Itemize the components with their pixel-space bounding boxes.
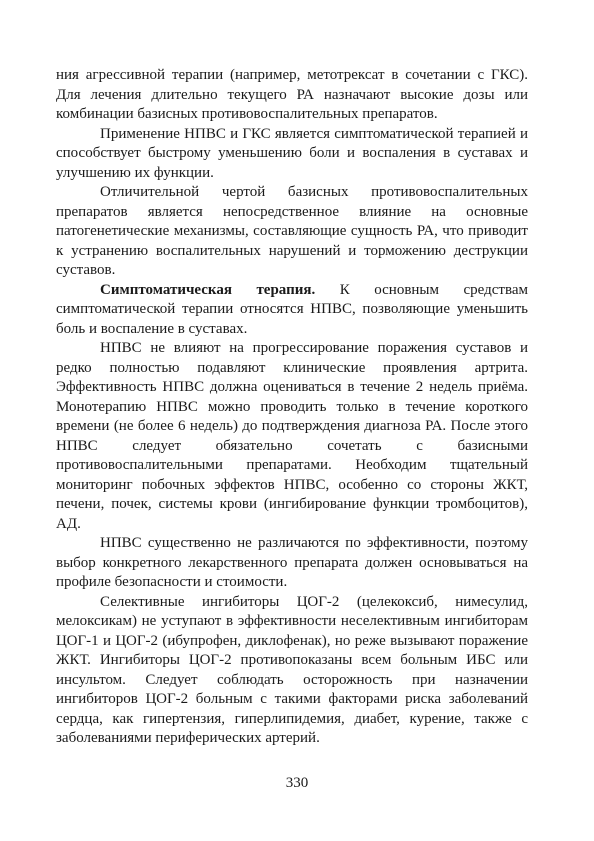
paragraph-cox2-inhibitors: Селективные ингибиторы ЦОГ-2 (целекоксиб, нимесулид, мелоксикам) не уступают в эффективности неселективным ингибиторам ЦОГ-1 и ЦОГ-2 (ибупрофен, диклофенак), но реже вызывают поражение ЖКТ. Ингибиторы ЦОГ-2 противопоказаны всем больным ИБС или инсультом. Следует соблюдать осторожность при назначении ингибиторов ЦОГ-2 больным с такими факторами риска заболеваний сердца, как гипертензия, гиперлипидемия, диабет, курение, также с заболеваниями периферических артерий. [56, 593, 528, 746]
paragraph-nsaid-choice: НПВС существенно не различаются по эффективности, поэтому выбор конкретного лекарственного препарата должен основываться на профиле безопасности и стоимости. [56, 535, 528, 590]
paragraph-text: К основным средствам симптоматической терапии относятся НПВС, позволяющие уменьшить боль и воспаление в суставах. [56, 281, 528, 337]
paragraph-basic-drugs: Отличительной чертой базисных противовоспалительных препаратов является непосредственное влияние на основные патогенетические механизмы, составляющие сущность РА, что приводит к устранению воспалительных нарушений и торможению деструкции суставов. [56, 184, 528, 278]
paragraph-continued: ния агрессивной терапии (например, метотрексат в сочетании с ГКС). Для лечения длительно текущего РА назначают высокие дозы или комбинации базисных противовоспалительных препаратов. [56, 67, 528, 122]
paragraph-symptomatic-note: Применение НПВС и ГКС является симптоматической терапией и способствует быстрому уменьшению боли и воспаления в суставах и улучшению их функции. [56, 125, 528, 181]
page-number: 330 [285, 775, 309, 791]
page-body [56, 66, 528, 749]
run-in-heading: Симптоматическая терапия. [100, 281, 316, 298]
paragraph-nsaid-effects: НПВС не влияют на прогрессирование поражения суставов и редко полностью подавляют клинические проявления артрита. Эффективность НПВС должна оцениваться в течение 2 недель приёма. Монотерапию НПВС можно проводить только в течение короткого времени (не более 6 недель) до подтверждения диагноза РА. После этого НПВС следует обязательно сочетать с базисными противовоспалительными препаратами. Необходим тщательный мониторинг побочных эффектов НПВС, особенно со стороны ЖКТ, печени, почек, системы крови (ингибирование функции тромбоцитов), АД. [56, 340, 528, 532]
paragraph-symptomatic-therapy [56, 281, 528, 340]
